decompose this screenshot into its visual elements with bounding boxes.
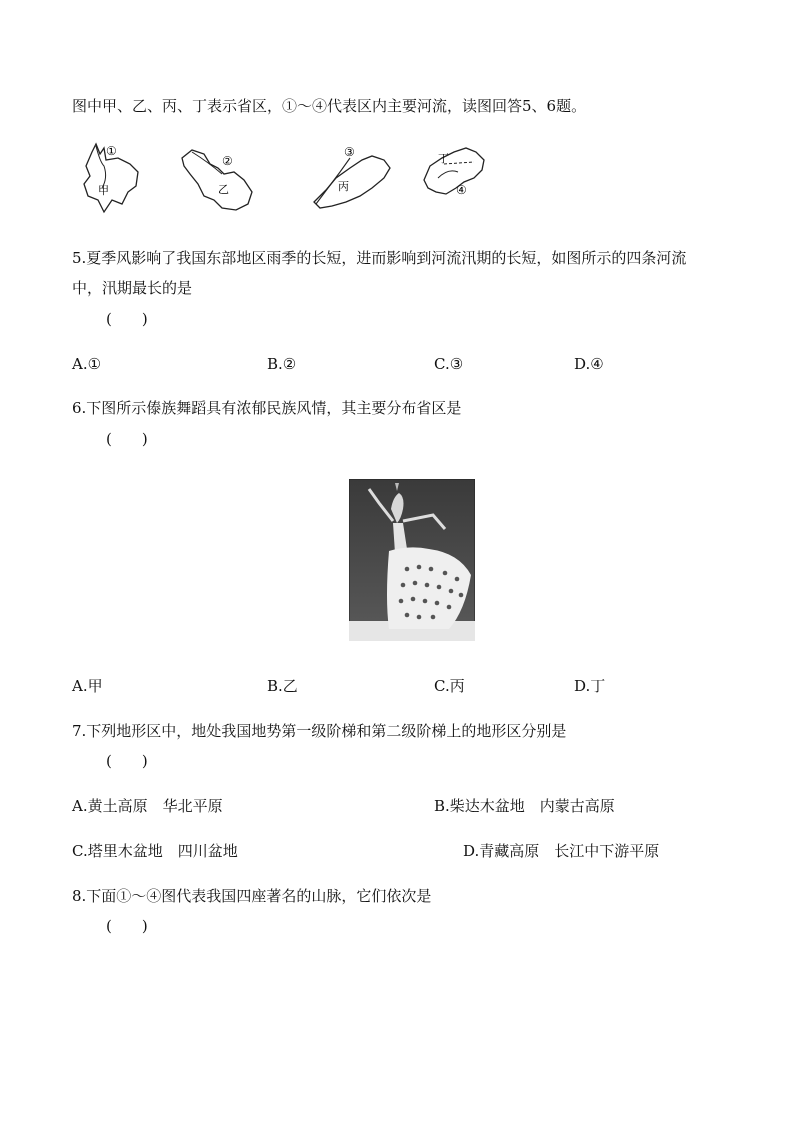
q5-option-d: D.④ (574, 355, 604, 373)
map-yi (178, 138, 258, 218)
map-ding (418, 138, 498, 218)
map-bing (306, 138, 396, 218)
intro-text: 图中甲、乙、丙、丁表示省区，①～④代表区内主要河流，读图回答5、6题。 (72, 97, 587, 115)
q6-option-b: B.乙 (267, 677, 298, 695)
q7-option-a: A.黄土高原 华北平原 (72, 797, 223, 815)
q6-answer-bracket: ( ) (106, 430, 148, 448)
q7-stem: 7.下列地形区中，地处我国地势第一级阶梯和第二级阶梯上的地形区分别是 (72, 722, 567, 740)
map-prov-yi: 乙 (218, 183, 229, 196)
map-num-3: ③ (344, 145, 355, 159)
province-maps (78, 138, 498, 218)
map-num-2: ② (222, 154, 233, 168)
map-jia (78, 138, 148, 218)
q6-option-c: C.丙 (434, 677, 465, 695)
map-num-4: ④ (456, 183, 467, 197)
map-prov-bing: 丙 (338, 180, 349, 193)
dai-dance-photo (349, 479, 475, 641)
q7-answer-bracket: ( ) (106, 752, 148, 770)
q8-stem: 8.下面①～④图代表我国四座著名的山脉，它们依次是 (72, 887, 432, 905)
q7-option-c: C.塔里木盆地 四川盆地 (72, 842, 238, 860)
map-prov-jia: 甲 (98, 184, 109, 197)
q5-option-b: B.② (267, 355, 297, 373)
q5-option-c: C.③ (434, 355, 464, 373)
q7-option-b: B.柴达木盆地 内蒙古高原 (434, 797, 615, 815)
q6-option-d: D.丁 (574, 677, 606, 695)
q8-answer-bracket: ( ) (106, 917, 148, 935)
q5-stem-line1: 5.夏季风影响了我国东部地区雨季的长短，进而影响到河流汛期的长短，如图所示的四条河流 (72, 249, 687, 267)
map-num-1: ① (106, 144, 117, 158)
q6-stem: 6.下图所示傣族舞蹈具有浓郁民族风情，其主要分布省区是 (72, 399, 462, 417)
map-prov-ding: 丁 (438, 152, 449, 165)
q5-answer-bracket: ( ) (106, 310, 148, 328)
q6-option-a: A.甲 (72, 677, 103, 695)
q7-option-d: D.青藏高原 长江中下游平原 (463, 842, 660, 860)
q5-option-a: A.① (72, 355, 102, 373)
q5-stem-line2: 中，汛期最长的是 (72, 279, 193, 297)
